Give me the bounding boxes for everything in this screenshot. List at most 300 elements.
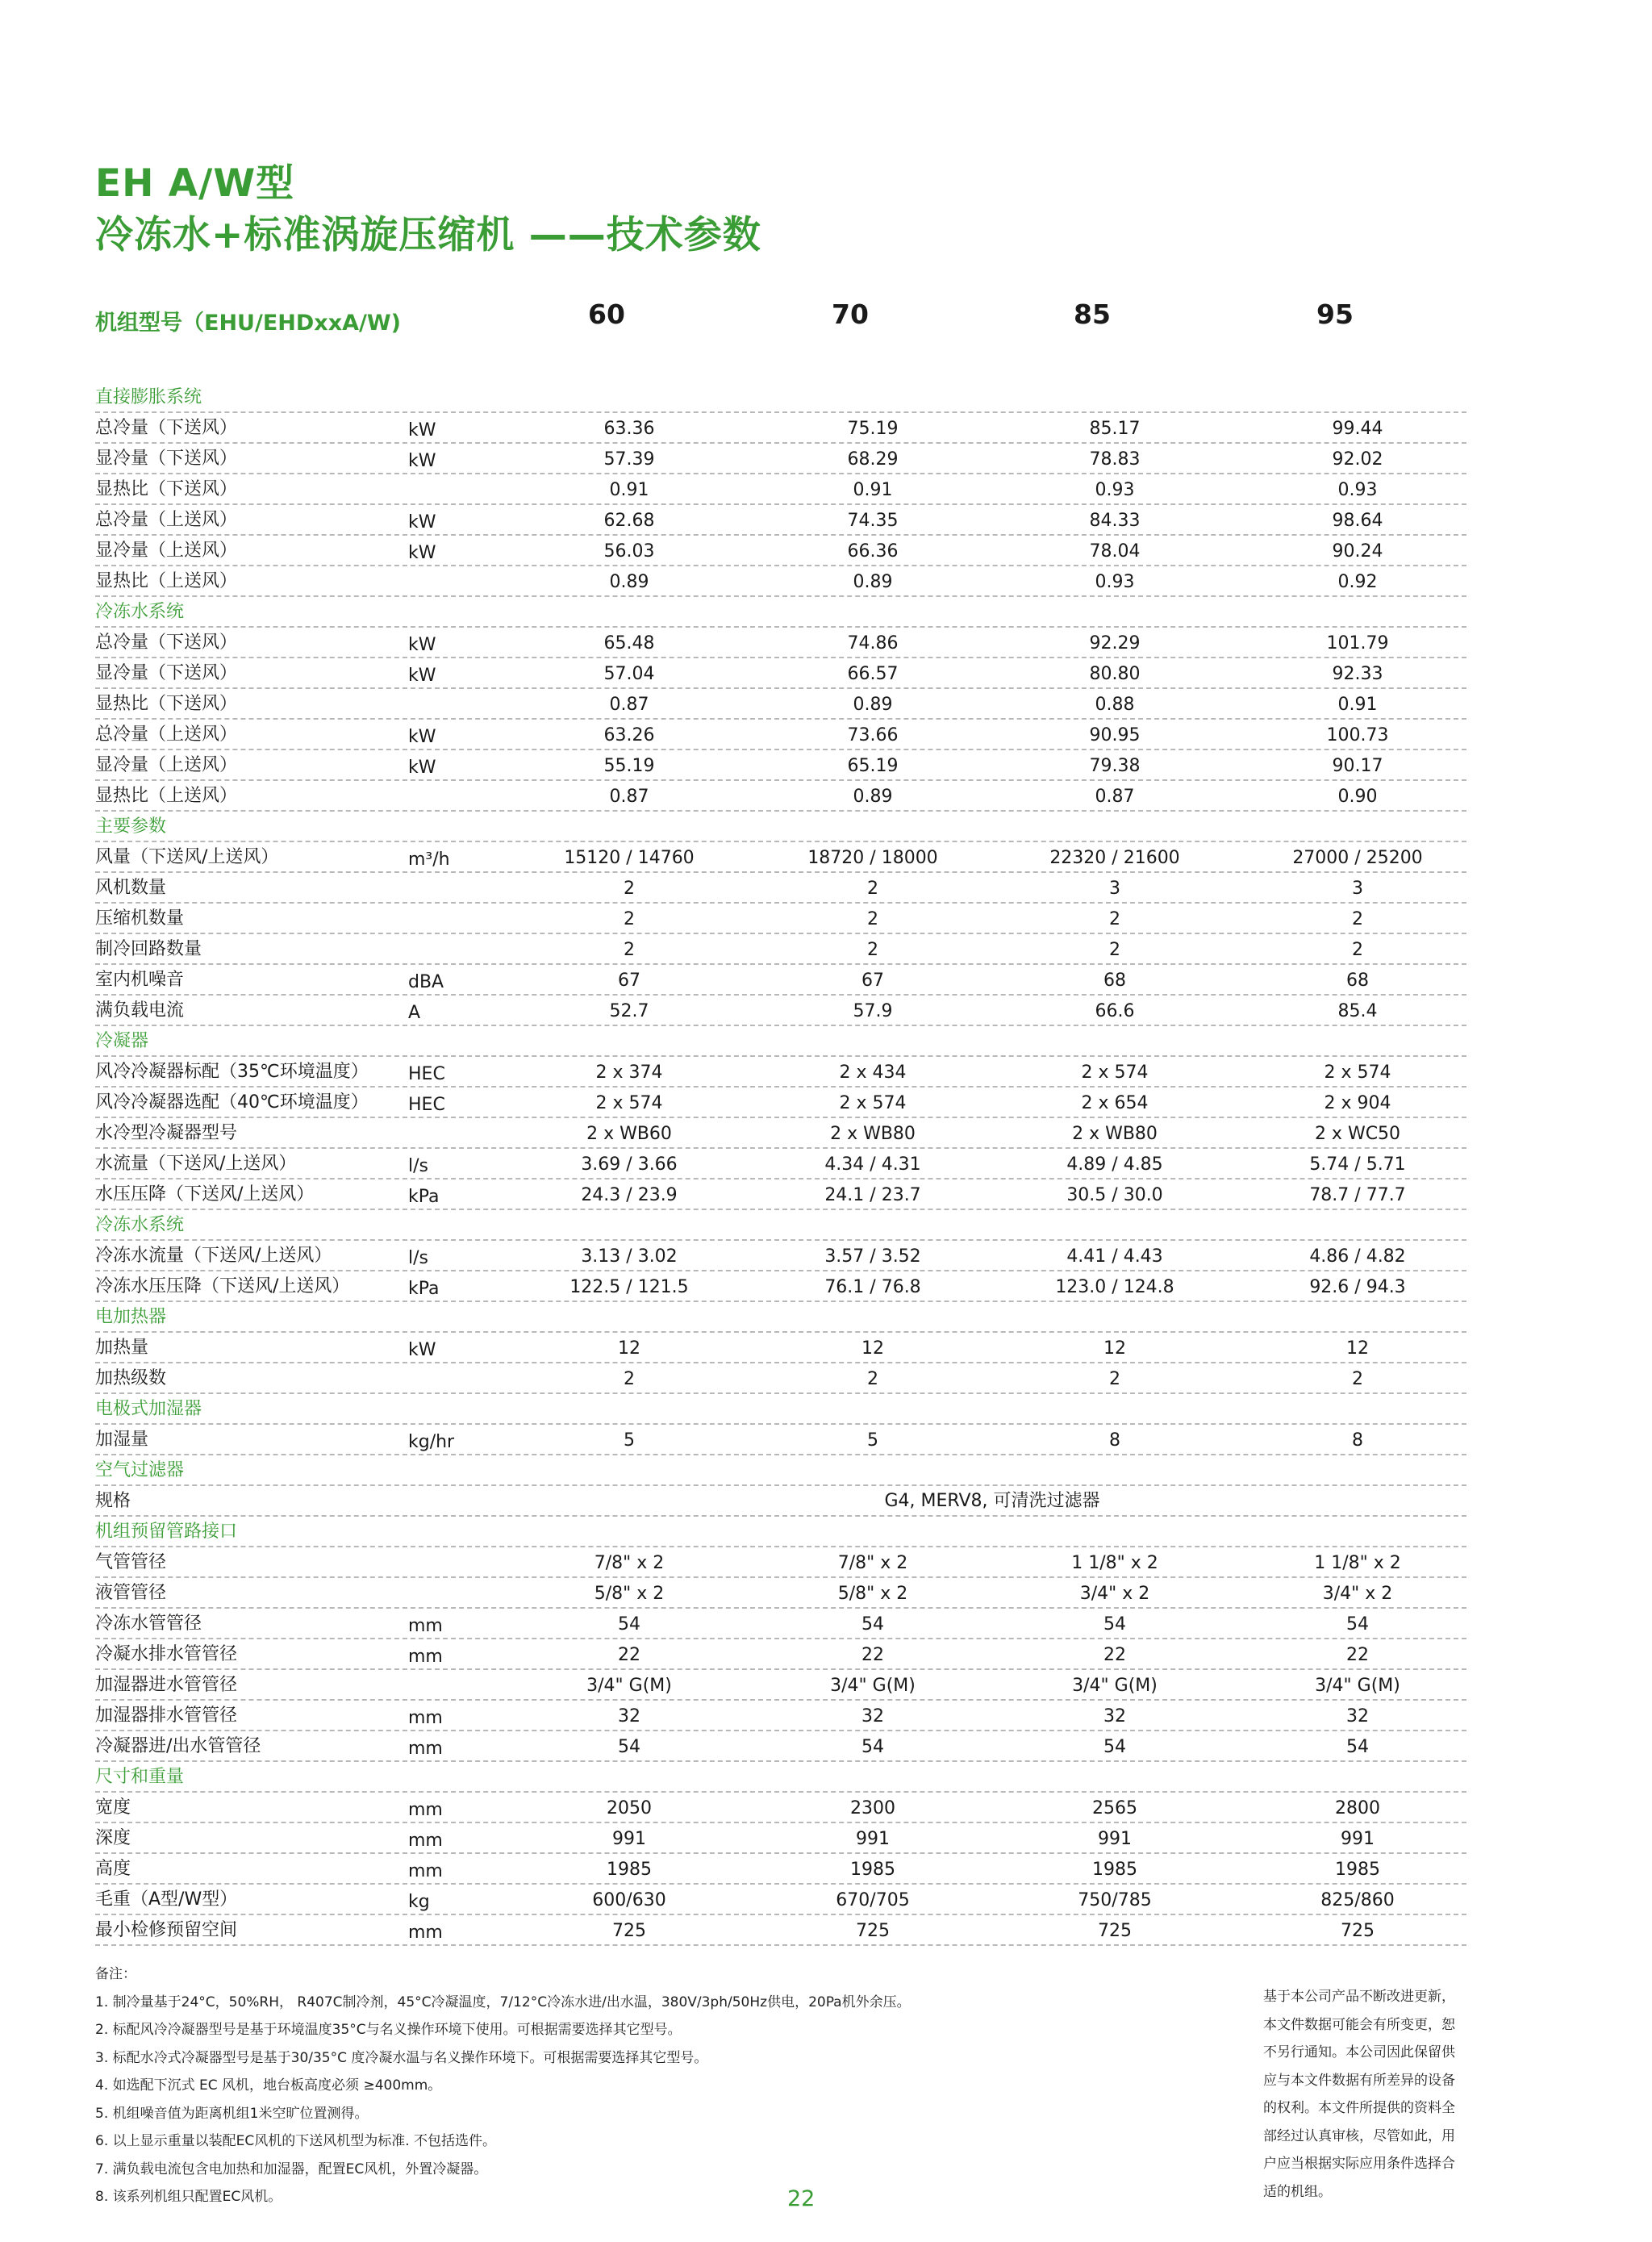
- param-value: 12: [861, 1338, 884, 1359]
- param-name: 总冷量（上送风）: [95, 510, 238, 530]
- param-value: 0.87: [609, 695, 649, 715]
- param-unit: l/s: [408, 1248, 428, 1268]
- param-value: 5: [624, 1430, 635, 1451]
- param-value: 54: [618, 1737, 640, 1757]
- param-unit: kg/hr: [408, 1432, 455, 1452]
- param-unit: kW: [408, 1340, 436, 1360]
- param-value: 2 x 574: [1324, 1063, 1391, 1083]
- param-value: 74.86: [847, 633, 899, 653]
- param-value: 22: [618, 1645, 640, 1665]
- param-name: 压缩机数量: [95, 908, 185, 929]
- section-header: [95, 382, 1466, 413]
- table-row: [95, 444, 1466, 474]
- param-value: 0.92: [1337, 572, 1378, 592]
- param-value: 991: [612, 1829, 646, 1849]
- table-row: [95, 1547, 1466, 1578]
- disclaimer-line: 不另行通知。本公司因此保留供: [1263, 2044, 1455, 2060]
- param-value: 1985: [607, 1860, 652, 1880]
- param-unit: mm: [408, 1616, 443, 1636]
- param-value: 0.90: [1337, 787, 1378, 807]
- note-item: 1. 制冷量基于24°C，50%RH， R407C制冷剂，45°C冷凝温度，7/12°C冷冻水进/出水温，380V/3ph/50Hz供电，20Pa机外余压。: [95, 1994, 911, 2010]
- param-value: 122.5 / 121.5: [569, 1277, 689, 1297]
- param-value: 74.35: [847, 511, 899, 531]
- param-value: 725: [612, 1921, 646, 1941]
- note-item: 6. 以上显示重量以装配EC风机的下送风机型为标准. 不包括选件。: [95, 2133, 497, 2149]
- param-value: 92.02: [1332, 449, 1383, 470]
- param-value: 3: [1352, 879, 1363, 899]
- param-unit: l/s: [408, 1156, 428, 1176]
- param-value: 56.03: [603, 541, 655, 562]
- table-row: [95, 1793, 1466, 1823]
- param-unit: kPa: [408, 1187, 440, 1207]
- section-title: 电极式加湿器: [95, 1399, 202, 1419]
- param-unit: mm: [408, 1861, 443, 1881]
- param-value: 99.44: [1332, 419, 1383, 439]
- param-name: 毛重（A型/W型）: [95, 1889, 238, 1910]
- param-value: 54: [1103, 1737, 1126, 1757]
- param-value: 2300: [850, 1798, 895, 1818]
- param-value: 2: [1352, 1369, 1363, 1389]
- section-header: [95, 1210, 1466, 1241]
- param-value: 0.87: [1095, 787, 1135, 807]
- table-row: [95, 1823, 1466, 1854]
- table-row: [95, 1670, 1466, 1701]
- param-name: 冷凝水排水管管径: [95, 1644, 238, 1664]
- param-value: 65.48: [603, 633, 655, 653]
- param-value: 4.34 / 4.31: [824, 1154, 921, 1175]
- param-unit: mm: [408, 1923, 443, 1943]
- param-value: 32: [1103, 1706, 1126, 1726]
- param-value: 2 x WB60: [586, 1124, 672, 1144]
- param-value: 68.29: [847, 449, 899, 470]
- param-unit: mm: [408, 1800, 443, 1820]
- param-value: 4.89 / 4.85: [1066, 1154, 1163, 1175]
- param-value: 2: [867, 1369, 878, 1389]
- param-value: 22: [1346, 1645, 1369, 1665]
- section-title: 尺寸和重量: [95, 1767, 185, 1787]
- section-header: [95, 1762, 1466, 1793]
- param-value: 0.89: [853, 572, 893, 592]
- table-row: [95, 781, 1466, 812]
- table-row: [95, 842, 1466, 873]
- param-value: 1 1/8" x 2: [1314, 1553, 1401, 1573]
- param-value: 79.38: [1089, 756, 1141, 776]
- param-value: 100.73: [1326, 725, 1389, 745]
- section-title: 冷冻水系统: [95, 1215, 185, 1235]
- param-value: 30.5 / 30.0: [1066, 1185, 1163, 1205]
- param-value: 54: [618, 1614, 640, 1635]
- param-value: 5/8" x 2: [837, 1584, 908, 1604]
- param-value: 1985: [1335, 1860, 1380, 1880]
- param-value: 2: [867, 909, 878, 929]
- spec-table: [95, 382, 1466, 1946]
- table-row: [95, 1333, 1466, 1363]
- param-name: 冷冻水管管径: [95, 1614, 202, 1634]
- table-row: [95, 1241, 1466, 1271]
- param-value: 725: [1341, 1921, 1375, 1941]
- param-value: 600/630: [592, 1890, 666, 1910]
- param-value: 2: [1109, 1369, 1120, 1389]
- param-value: 3.57 / 3.52: [824, 1246, 921, 1267]
- param-name: 规格: [95, 1491, 131, 1511]
- model-column-70: 70: [832, 299, 869, 330]
- param-unit: mm: [408, 1708, 443, 1728]
- param-unit: kPa: [408, 1279, 440, 1299]
- param-unit: kW: [408, 451, 436, 471]
- section-title: 主要参数: [95, 816, 167, 837]
- param-unit: mm: [408, 1647, 443, 1667]
- param-name: 水流量（下送风/上送风）: [95, 1154, 297, 1174]
- param-value: 84.33: [1089, 511, 1141, 531]
- param-value: 18720 / 18000: [807, 848, 938, 868]
- param-value: 3/4" x 2: [1079, 1584, 1150, 1604]
- param-value: 85.17: [1089, 419, 1141, 439]
- table-row: [95, 1088, 1466, 1118]
- param-value: 2: [624, 909, 635, 929]
- param-value: 68: [1103, 971, 1126, 991]
- param-value: 0.93: [1095, 480, 1135, 500]
- param-unit: HEC: [408, 1095, 445, 1115]
- disclaimer-line: 适的机组。: [1263, 2183, 1332, 2200]
- param-value: 63.36: [603, 419, 655, 439]
- param-value: 65.19: [847, 756, 899, 776]
- param-value: 3/4" G(M): [1072, 1676, 1158, 1696]
- param-value: 12: [1103, 1338, 1126, 1359]
- param-value: 54: [1346, 1737, 1369, 1757]
- param-value: 0.93: [1095, 572, 1135, 592]
- param-value: 27000 / 25200: [1292, 848, 1423, 868]
- param-unit: kW: [408, 543, 436, 563]
- param-unit: kW: [408, 727, 436, 747]
- param-name: 显冷量（下送风）: [95, 663, 238, 683]
- param-value: 2 x 374: [595, 1063, 663, 1083]
- table-row: [95, 904, 1466, 934]
- param-value: 750/785: [1078, 1890, 1152, 1910]
- table-row: [95, 1149, 1466, 1179]
- param-value: 66.57: [847, 664, 899, 684]
- section-header: [95, 1517, 1466, 1547]
- param-value: 32: [618, 1706, 640, 1726]
- param-value: 3/4" x 2: [1322, 1584, 1393, 1604]
- param-value: 90.24: [1332, 541, 1383, 562]
- param-value: 24.3 / 23.9: [581, 1185, 678, 1205]
- param-value: 32: [1346, 1706, 1369, 1726]
- table-row: [95, 1179, 1466, 1210]
- param-name: 显冷量（上送风）: [95, 755, 238, 775]
- param-value: 0.89: [853, 787, 893, 807]
- param-value: 1 1/8" x 2: [1071, 1553, 1158, 1573]
- param-value: 1985: [1092, 1860, 1137, 1880]
- param-name: 宽度: [95, 1797, 131, 1818]
- param-value: 2 x 654: [1081, 1093, 1149, 1113]
- param-value: 2: [1352, 909, 1363, 929]
- param-value: 991: [856, 1829, 890, 1849]
- param-value: 12: [1346, 1338, 1369, 1359]
- param-value: 4.41 / 4.43: [1066, 1246, 1163, 1267]
- param-value: 2 x 434: [839, 1063, 907, 1083]
- param-value: 22: [861, 1645, 884, 1665]
- disclaimer-line: 户应当根据实际应用条件选择合: [1263, 2156, 1455, 2172]
- section-title: 机组预留管路接口: [95, 1522, 238, 1542]
- param-value: 54: [861, 1737, 884, 1757]
- param-value: 8: [1109, 1430, 1120, 1451]
- param-name: 加热级数: [95, 1368, 167, 1388]
- param-value: 32: [861, 1706, 884, 1726]
- table-row: [95, 1057, 1466, 1088]
- param-value: 0.88: [1095, 695, 1135, 715]
- param-value: 2 x 904: [1324, 1093, 1391, 1113]
- param-name: 显热比（下送风）: [95, 694, 238, 714]
- param-value: 2: [624, 940, 635, 960]
- param-value: 3: [1109, 879, 1120, 899]
- notes-heading: 备注：: [95, 1966, 136, 1982]
- param-name: 总冷量（上送风）: [95, 724, 238, 745]
- param-name: 总冷量（下送风）: [95, 633, 238, 653]
- section-title: 冷凝器: [95, 1031, 149, 1051]
- param-name: 制冷回路数量: [95, 939, 202, 959]
- note-item: 2. 标配风冷冷凝器型号是基于环境温度35°C与名义操作环境下使用。可根据需要选择其它型号。: [95, 2022, 682, 2038]
- param-value: 3.69 / 3.66: [581, 1154, 678, 1175]
- param-value: 62.68: [603, 511, 655, 531]
- param-value: 76.1 / 76.8: [824, 1277, 921, 1297]
- param-value: 2: [1109, 940, 1120, 960]
- param-value: 2050: [607, 1798, 652, 1818]
- param-value: 7/8" x 2: [837, 1553, 908, 1573]
- param-name: 显冷量（上送风）: [95, 541, 238, 561]
- param-value: 92.29: [1089, 633, 1141, 653]
- param-name: 显热比（下送风）: [95, 479, 238, 499]
- param-name: 液管管径: [95, 1583, 167, 1603]
- param-unit: A: [408, 1003, 421, 1023]
- table-row: [95, 474, 1466, 505]
- param-value: 3/4" G(M): [586, 1676, 672, 1696]
- param-value: 85.4: [1337, 1001, 1378, 1021]
- param-name: 风冷冷凝器标配（35℃环境温度）: [95, 1062, 369, 1082]
- param-unit: kW: [408, 512, 436, 532]
- param-value: 5: [867, 1430, 878, 1451]
- table-row: [95, 689, 1466, 720]
- param-value: 98.64: [1332, 511, 1383, 531]
- model-column-95: 95: [1316, 299, 1354, 330]
- table-row: [95, 1885, 1466, 1915]
- param-value: 0.87: [609, 787, 649, 807]
- disclaimer-line: 本文件数据可能会有所变更，恕: [1263, 2016, 1455, 2033]
- param-value: 78.04: [1089, 541, 1141, 562]
- title-line-2: 冷冻水+标准涡旋压缩机 ——技术参数: [95, 213, 761, 257]
- param-value: 3/4" G(M): [1315, 1676, 1400, 1696]
- param-value-span: G4, MERV8, 可清洗过滤器: [884, 1491, 1100, 1511]
- param-value: 0.93: [1337, 480, 1378, 500]
- param-value: 57.39: [603, 449, 655, 470]
- param-value: 2800: [1335, 1798, 1380, 1818]
- table-row: [95, 1701, 1466, 1731]
- param-value: 78.7 / 77.7: [1309, 1185, 1406, 1205]
- param-name: 冷冻水压压降（下送风/上送风）: [95, 1276, 350, 1296]
- table-row: [95, 1271, 1466, 1302]
- table-row: [95, 934, 1466, 965]
- param-value: 2: [624, 1369, 635, 1389]
- param-value: 725: [1098, 1921, 1132, 1941]
- param-value: 2 x WC50: [1314, 1124, 1401, 1144]
- param-value: 3.13 / 3.02: [581, 1246, 678, 1267]
- table-row: [95, 1639, 1466, 1670]
- param-value: 5.74 / 5.71: [1309, 1154, 1406, 1175]
- disclaimer-line: 的权利。本文件所提供的资料全: [1263, 2100, 1455, 2116]
- param-value: 57.9: [853, 1001, 893, 1021]
- param-value: 57.04: [603, 664, 655, 684]
- param-value: 0.91: [853, 480, 893, 500]
- table-row: [95, 1486, 1466, 1517]
- param-name: 深度: [95, 1828, 131, 1848]
- param-value: 2 x WB80: [830, 1124, 916, 1144]
- param-name: 水压压降（下送风/上送风）: [95, 1184, 315, 1205]
- param-value: 2 x 574: [1081, 1063, 1149, 1083]
- section-header: [95, 1394, 1466, 1425]
- param-unit: kW: [408, 666, 436, 686]
- section-title: 冷冻水系统: [95, 602, 185, 622]
- page-number: 22: [787, 2186, 816, 2211]
- table-row: [95, 1425, 1466, 1455]
- param-value: 991: [1098, 1829, 1132, 1849]
- param-value: 123.0 / 124.8: [1055, 1277, 1174, 1297]
- section-title: 电加热器: [95, 1307, 167, 1327]
- param-value: 12: [618, 1338, 640, 1359]
- param-name: 冷冻水流量（下送风/上送风）: [95, 1246, 332, 1266]
- param-unit: mm: [408, 1739, 443, 1759]
- param-value: 670/705: [836, 1890, 910, 1910]
- param-value: 15120 / 14760: [564, 848, 695, 868]
- param-name: 显热比（上送风）: [95, 786, 238, 806]
- table-row: [95, 873, 1466, 904]
- param-value: 80.80: [1089, 664, 1141, 684]
- param-name: 加热量: [95, 1338, 149, 1358]
- table-row: [95, 566, 1466, 597]
- param-name: 风机数量: [95, 878, 167, 898]
- param-value: 1985: [850, 1860, 895, 1880]
- param-value: 3/4" G(M): [830, 1676, 916, 1696]
- param-value: 54: [1103, 1614, 1126, 1635]
- param-value: 66.36: [847, 541, 899, 562]
- param-value: 2: [867, 940, 878, 960]
- notes: [95, 1960, 911, 2211]
- param-value: 24.1 / 23.7: [824, 1185, 921, 1205]
- param-name: 冷凝器进/出水管管径: [95, 1736, 261, 1756]
- param-name: 风冷冷凝器选配（40℃环境温度）: [95, 1092, 369, 1113]
- param-value: 2 x WB80: [1072, 1124, 1158, 1144]
- table-row: [95, 720, 1466, 750]
- param-value: 92.6 / 94.3: [1309, 1277, 1406, 1297]
- section-title: 直接膨胀系统: [95, 387, 202, 407]
- table-row: [95, 996, 1466, 1026]
- param-value: 73.66: [847, 725, 899, 745]
- param-name: 加湿器进水管管径: [95, 1675, 238, 1695]
- param-value: 55.19: [603, 756, 655, 776]
- param-unit: kW: [408, 420, 436, 440]
- param-value: 0.89: [853, 695, 893, 715]
- param-name: 显冷量（下送风）: [95, 449, 238, 469]
- param-value: 0.91: [1337, 695, 1378, 715]
- param-value: 68: [1346, 971, 1369, 991]
- table-row: [95, 1731, 1466, 1762]
- param-value: 8: [1352, 1430, 1363, 1451]
- disclaimer-line: 应与本文件数据有所差异的设备: [1263, 2072, 1455, 2089]
- table-row: [95, 505, 1466, 536]
- note-item: 7. 满负载电流包含电加热和加湿器，配置EC风机，外置冷凝器。: [95, 2161, 488, 2177]
- param-value: 92.33: [1332, 664, 1383, 684]
- param-value: 825/860: [1320, 1890, 1395, 1910]
- param-value: 54: [1346, 1614, 1369, 1635]
- section-header: [95, 1302, 1466, 1333]
- param-unit: kW: [408, 635, 436, 655]
- table-row: [95, 413, 1466, 444]
- param-value: 2: [624, 879, 635, 899]
- param-value: 63.26: [603, 725, 655, 745]
- param-name: 气管管径: [95, 1552, 167, 1572]
- param-value: 54: [861, 1614, 884, 1635]
- param-value: 7/8" x 2: [594, 1553, 665, 1573]
- param-value: 67: [618, 971, 640, 991]
- param-value: 2 x 574: [595, 1093, 663, 1113]
- param-value: 4.86 / 4.82: [1309, 1246, 1406, 1267]
- param-unit: dBA: [408, 972, 444, 992]
- param-value: 90.95: [1089, 725, 1141, 745]
- param-name: 水冷型冷凝器型号: [95, 1123, 238, 1143]
- param-name: 室内机噪音: [95, 970, 185, 990]
- param-unit: kW: [408, 758, 436, 778]
- param-value: 67: [861, 971, 884, 991]
- param-value: 101.79: [1326, 633, 1389, 653]
- param-unit: m³/h: [408, 850, 450, 870]
- param-name: 满负载电流: [95, 1000, 185, 1021]
- note-item: 5. 机组噪音值为距离机组1米空旷位置测得。: [95, 2105, 369, 2122]
- section-header: [95, 812, 1466, 842]
- param-value: 2565: [1092, 1798, 1137, 1818]
- param-unit: mm: [408, 1831, 443, 1851]
- disclaimer-line: 部经过认真审核，尽管如此，用: [1263, 2127, 1455, 2144]
- note-item: 4. 如选配下沉式 EC 风机，地台板高度必须 ≥400mm。: [95, 2077, 442, 2094]
- table-row: [95, 1118, 1466, 1149]
- table-row: [95, 750, 1466, 781]
- param-value: 725: [856, 1921, 890, 1941]
- disclaimer: [1263, 1983, 1481, 2206]
- table-row: [95, 1854, 1466, 1885]
- table-row: [95, 1915, 1466, 1946]
- table-row: [95, 536, 1466, 566]
- param-value: 2: [867, 879, 878, 899]
- model-column-60: 60: [588, 299, 625, 330]
- param-name: 显热比（上送风）: [95, 571, 238, 591]
- section-header: [95, 597, 1466, 628]
- param-value: 0.91: [609, 480, 649, 500]
- section-header: [95, 1026, 1466, 1057]
- param-value: 78.83: [1089, 449, 1141, 470]
- table-row: [95, 965, 1466, 996]
- table-row: [95, 1363, 1466, 1394]
- model-column-85: 85: [1074, 299, 1111, 330]
- note-item: 8. 该系列机组只配置EC风机。: [95, 2189, 282, 2205]
- table-header: [95, 299, 1466, 339]
- param-name: 加湿量: [95, 1430, 149, 1450]
- param-unit: HEC: [408, 1064, 445, 1084]
- table-row: [95, 658, 1466, 689]
- param-value: 2 x 574: [839, 1093, 907, 1113]
- param-name: 总冷量（下送风）: [95, 418, 238, 438]
- param-name: 最小检修预留空间: [95, 1920, 238, 1940]
- param-value: 2: [1109, 909, 1120, 929]
- param-value: 22: [1103, 1645, 1126, 1665]
- note-item: 3. 标配水冷式冷凝器型号是基于30/35°C 度冷凝水温与名义操作环境下。可根据需要选择其它型号。: [95, 2049, 708, 2066]
- param-name: 加湿器排水管管径: [95, 1706, 238, 1726]
